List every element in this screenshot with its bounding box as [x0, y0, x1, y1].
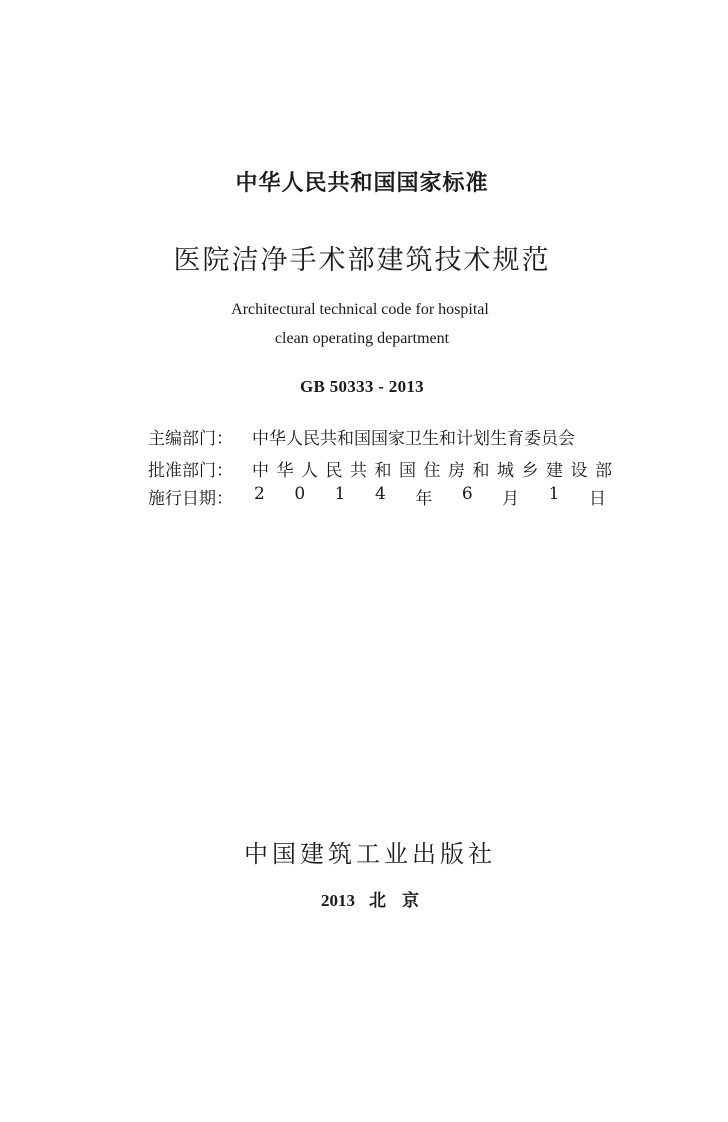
approval-department-row — [148, 456, 612, 482]
approval-char: 人 — [301, 461, 318, 481]
date-char: 月 — [502, 489, 520, 509]
approval-char: 共 — [350, 461, 367, 481]
approval-char: 国 — [399, 461, 416, 481]
approval-char: 城 — [497, 461, 514, 481]
date-char: 年 — [415, 489, 433, 509]
publisher-name: 中国建筑工业出版社 — [244, 840, 496, 868]
approval-char: 和 — [472, 461, 490, 481]
chief-department-value: 中华人民共和国国家卫生和计划生育委员会 — [252, 429, 575, 449]
approval-char: 乡 — [521, 461, 539, 481]
approval-char: 设 — [570, 461, 588, 481]
approval-char: 房 — [448, 461, 465, 481]
approval-char: 建 — [546, 461, 563, 481]
date-char: 0 — [294, 484, 306, 504]
chief-department-label: 主编部门： — [148, 429, 233, 449]
standard-number: GB 50333 - 2013 — [300, 377, 424, 396]
effective-date-value — [254, 484, 606, 509]
date-char: 4 — [374, 484, 386, 504]
date-char: 1 — [334, 484, 346, 504]
publication-city-part1: 北 — [369, 891, 386, 910]
document-title-en-line1: Architectural technical code for hospital — [231, 301, 489, 318]
publication-city-part2: 京 — [402, 891, 419, 910]
document-title-en-line2: clean operating department — [274, 330, 450, 347]
date-char: 日 — [588, 489, 606, 509]
approval-char: 部 — [595, 461, 612, 481]
standard-category: 中华人民共和国国家标准 — [235, 171, 489, 196]
date-char: 1 — [548, 484, 560, 504]
effective-date-row — [148, 484, 612, 510]
effective-date-label: 施行日期： — [148, 489, 233, 509]
approval-char: 中 — [252, 461, 269, 481]
document-title-cn: 医院洁净手术部建筑技术规范 — [173, 245, 551, 276]
publication-year: 2013 — [321, 891, 355, 910]
approval-department-value — [252, 456, 612, 481]
chief-department-row — [148, 424, 612, 450]
approval-char: 住 — [423, 461, 441, 481]
date-char: 6 — [461, 484, 473, 504]
approval-char: 和 — [374, 461, 392, 481]
publication-line — [6, 886, 728, 911]
date-char: 2 — [254, 484, 265, 504]
approval-char: 华 — [276, 461, 294, 481]
approval-department-label: 批准部门： — [148, 461, 233, 481]
approval-char: 民 — [325, 461, 343, 481]
